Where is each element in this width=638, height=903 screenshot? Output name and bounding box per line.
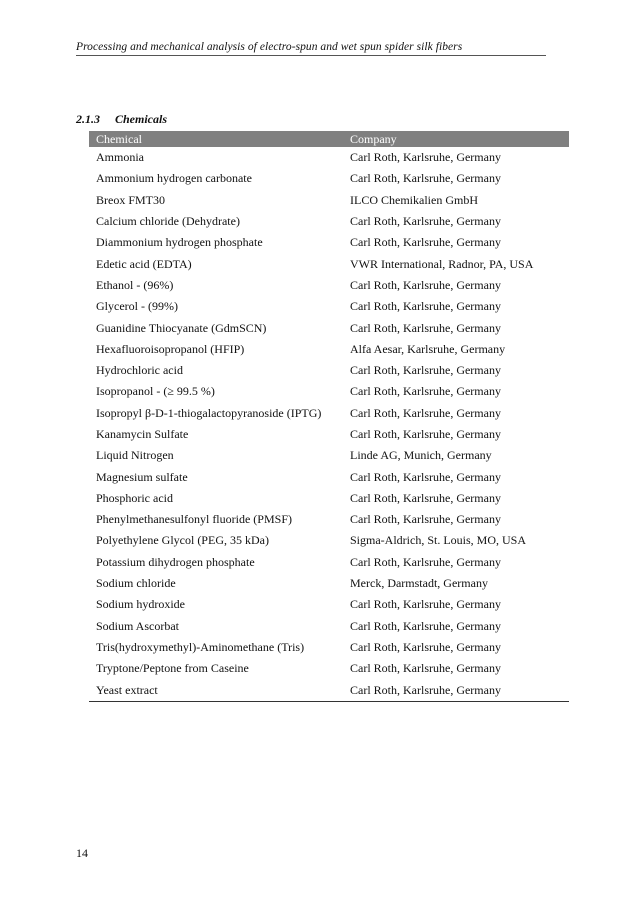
table-row xyxy=(89,190,569,211)
company-cell: Carl Roth, Karlsruhe, Germany xyxy=(350,469,501,484)
chemical-cell: Kanamycin Sulfate xyxy=(96,427,189,441)
chemical-cell: Isopropyl β-D-1-thiogalactopyranoside (IPTG) xyxy=(96,405,322,420)
table-row xyxy=(89,616,569,637)
chemical-cell: Tryptone/Peptone from Caseine xyxy=(96,661,249,676)
section-number: 2.1.3 xyxy=(76,112,100,126)
company-cell: Carl Roth, Karlsruhe, Germany xyxy=(350,639,501,654)
table-row xyxy=(89,466,569,487)
company-cell: Carl Roth, Karlsruhe, Germany xyxy=(350,299,501,314)
chemical-cell: Guanidine Thiocyanate (GdmSCN) xyxy=(96,320,267,335)
chemical-cell: Diammonium hydrogen phosphate xyxy=(96,235,263,250)
chemical-cell: Isopropanol - (≥ 99.5 %) xyxy=(96,384,215,399)
chemical-cell: Glycerol - (99%) xyxy=(96,299,178,314)
company-cell: Alfa Aesar, Karlsruhe, Germany xyxy=(350,341,506,356)
chemical-cell: Hydrochloric acid xyxy=(96,363,183,378)
chemical-cell: Tris(hydroxymethyl)-Aminomethane (Tris) xyxy=(96,639,305,654)
chemicals-table xyxy=(89,131,569,702)
table-header-row xyxy=(89,131,569,147)
table-row xyxy=(89,296,569,317)
table-row xyxy=(89,147,569,168)
table-row xyxy=(89,339,569,360)
chemical-cell: Sodium hydroxide xyxy=(96,597,185,612)
chemical-cell: Potassium dihydrogen phosphate xyxy=(96,554,255,569)
company-cell: Carl Roth, Karlsruhe, Germany xyxy=(350,384,501,399)
chemical-cell: Sodium Ascorbat xyxy=(96,618,179,633)
table-row xyxy=(89,679,569,701)
table-row xyxy=(89,168,569,189)
column-header-company: Company xyxy=(343,131,569,147)
table-row xyxy=(89,573,569,594)
table-row xyxy=(89,445,569,466)
chemical-cell: Phenylmethanesulfonyl fluoride (PMSF) xyxy=(96,512,292,527)
table-row xyxy=(89,317,569,338)
table-row xyxy=(89,360,569,381)
company-cell: Carl Roth, Karlsruhe, Germany xyxy=(350,235,501,250)
table-row xyxy=(89,552,569,573)
company-cell: Carl Roth, Karlsruhe, Germany xyxy=(350,597,501,612)
chemical-cell: Yeast extract xyxy=(89,679,343,701)
page-number: 14 xyxy=(76,846,88,860)
chemical-cell: Phosphoric acid xyxy=(96,490,173,505)
company-cell: Sigma-Aldrich, St. Louis, MO, USA xyxy=(350,533,527,548)
chemical-cell: Sodium chloride xyxy=(96,576,176,591)
chemical-cell: Liquid Nitrogen xyxy=(96,448,174,463)
column-header-chemical: Chemical xyxy=(89,131,343,147)
company-cell: Carl Roth, Karlsruhe, Germany xyxy=(350,277,501,292)
company-cell: Carl Roth, Karlsruhe, Germany xyxy=(350,512,501,527)
table-row xyxy=(89,211,569,232)
company-cell: Carl Roth, Karlsruhe, Germany xyxy=(350,427,501,441)
section-title: Chemicals xyxy=(115,112,168,126)
table-row xyxy=(89,424,569,445)
company-cell: Linde AG, Munich, Germany xyxy=(350,448,492,463)
company-cell: Carl Roth, Karlsruhe, Germany xyxy=(350,320,501,335)
table-row xyxy=(89,637,569,658)
table-row xyxy=(89,275,569,296)
company-cell: Carl Roth, Karlsruhe, Germany xyxy=(350,171,501,186)
chemical-cell: Ethanol - (96%) xyxy=(96,277,174,292)
chemical-cell: Breox FMT30 xyxy=(96,192,165,207)
company-cell: Carl Roth, Karlsruhe, Germany xyxy=(350,661,501,676)
table-row xyxy=(89,253,569,274)
company-cell: Carl Roth, Karlsruhe, Germany xyxy=(350,554,501,569)
chemical-cell: Ammonium hydrogen carbonate xyxy=(96,171,252,186)
company-cell: VWR International, Radnor, PA, USA xyxy=(350,256,534,271)
table-row xyxy=(89,658,569,679)
chemical-cell: Calcium chloride (Dehydrate) xyxy=(96,214,240,229)
company-cell: Carl Roth, Karlsruhe, Germany xyxy=(350,490,501,505)
chemical-cell: Ammonia xyxy=(96,150,144,165)
company-cell: Carl Roth, Karlsruhe, Germany xyxy=(343,679,569,701)
table-row xyxy=(89,232,569,253)
table-row xyxy=(89,403,569,424)
table-row xyxy=(89,509,569,530)
company-cell: Carl Roth, Karlsruhe, Germany xyxy=(350,363,501,378)
table-row xyxy=(89,530,569,551)
chemical-cell: Hexafluoroisopropanol (HFIP) xyxy=(96,341,245,356)
running-header: Processing and mechanical analysis of electro-spun and wet spun spider silk fibers xyxy=(76,41,546,56)
table-row xyxy=(89,488,569,509)
company-cell: Merck, Darmstadt, Germany xyxy=(350,576,488,591)
company-cell: Carl Roth, Karlsruhe, Germany xyxy=(350,150,501,165)
table-row xyxy=(89,381,569,402)
table-body xyxy=(89,147,569,701)
company-cell: Carl Roth, Karlsruhe, Germany xyxy=(350,214,501,229)
company-cell: Carl Roth, Karlsruhe, Germany xyxy=(350,618,501,633)
chemical-cell: Magnesium sulfate xyxy=(96,469,188,484)
chemical-cell: Polyethylene Glycol (PEG, 35 kDa) xyxy=(96,533,269,548)
section-heading xyxy=(76,112,167,127)
company-cell: ILCO Chemikalien GmbH xyxy=(350,192,478,207)
chemical-cell: Edetic acid (EDTA) xyxy=(96,256,192,271)
company-cell: Carl Roth, Karlsruhe, Germany xyxy=(350,405,501,420)
table-row xyxy=(89,594,569,615)
